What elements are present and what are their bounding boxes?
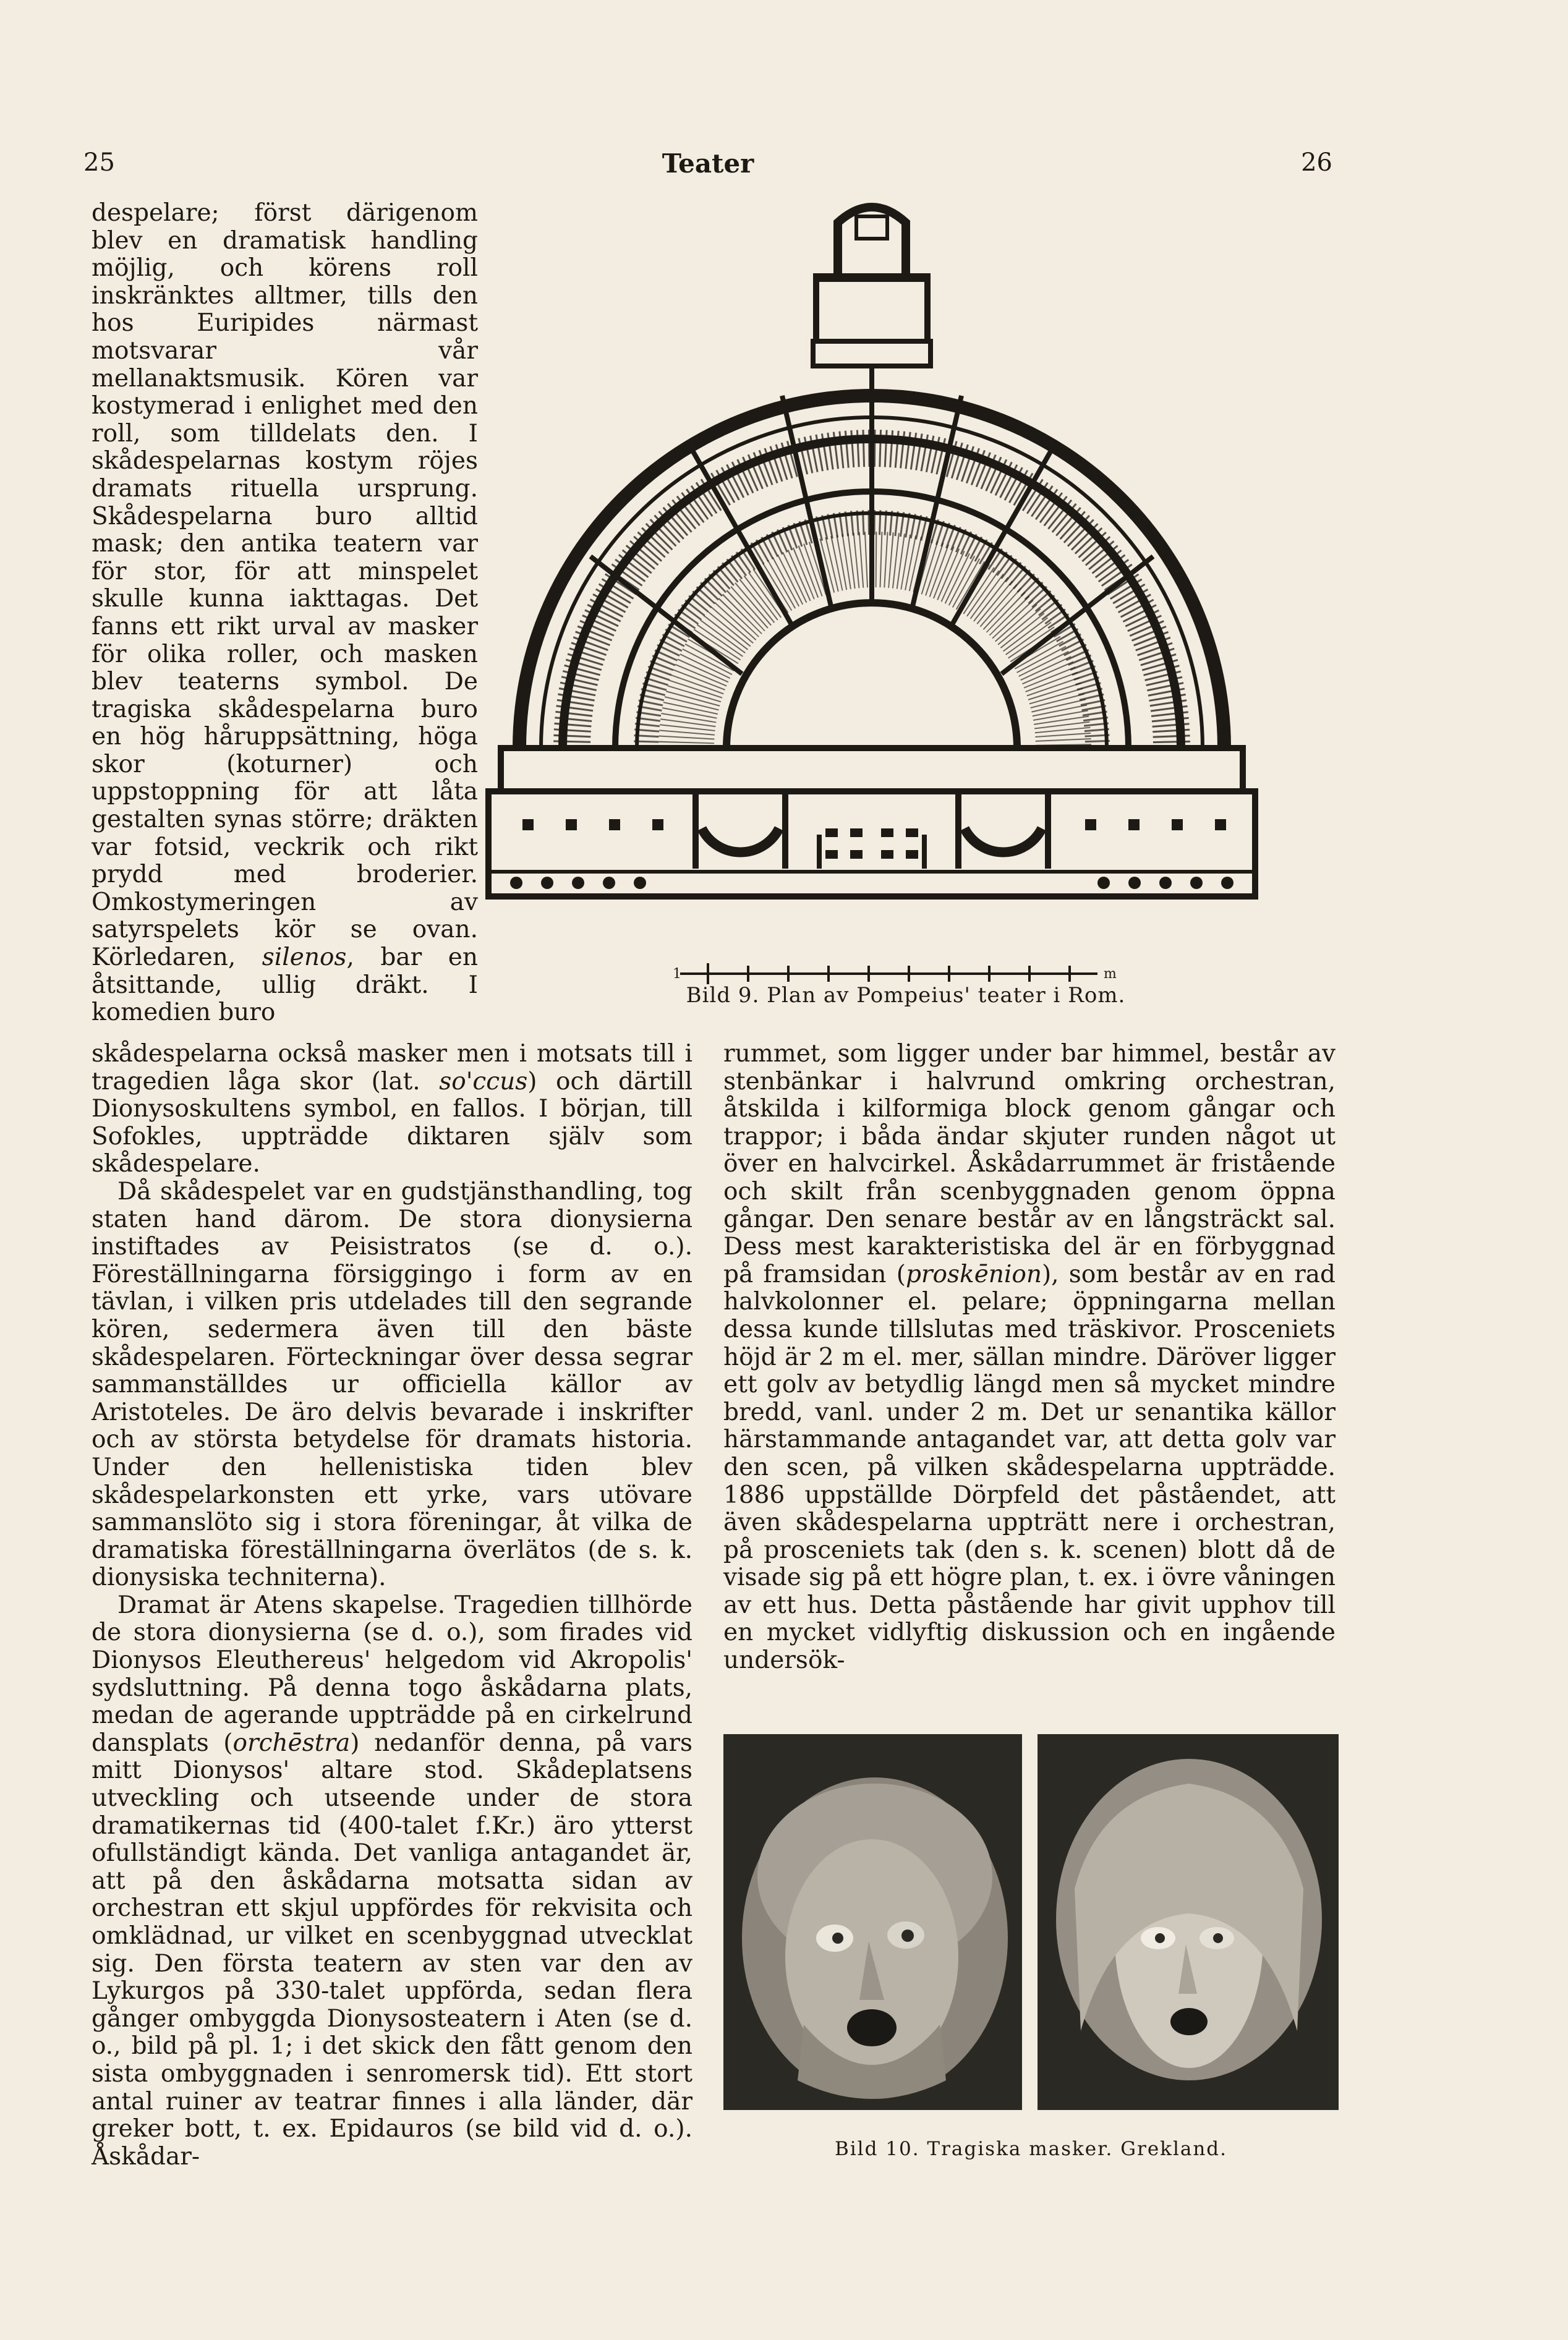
text-run: skådespelarna också masker men i motsats till i tragedien låga skor (lat. <box>92 1040 692 1096</box>
mask-photo-left <box>723 1734 1022 2110</box>
page-number-right: 26 <box>1301 148 1332 177</box>
text-run: , bar en åtsittande, ullig dräkt. I komedien buro <box>92 943 478 1027</box>
column-right <box>723 1040 1336 1675</box>
figure-10-caption: Bild 10. Tragiska masker. Grekland. <box>834 2138 1228 2160</box>
paragraph <box>92 200 478 1027</box>
tragic-mask-bearded-image <box>723 1734 1022 2110</box>
scale-end-label: 1 <box>673 966 681 982</box>
column-left-narrow <box>92 200 478 1027</box>
running-title: Teater <box>662 148 754 179</box>
italic-term: so'ccus <box>439 1067 528 1096</box>
paragraph <box>92 1592 692 2171</box>
scale-unit-label: m <box>1104 966 1117 982</box>
text-run: rummet, som ligger under bar himmel, består av stenbänkar i halvrund omkring orchestran, åtskilda i kilformiga block genom gångar och trappor; i båda ändar skjuter runden något ut över en halvcirkel. Åskådarrummet är fristående och skilt från scenbyggnaden genom öppna gångar. Den senare består av en långsträckt sal. Dess mest karakteristiska del är en förbyggnad på framsidan ( <box>723 1040 1336 1288</box>
tragic-mask-curly-hair-image <box>1038 1734 1339 2110</box>
page-number-left: 25 <box>83 148 115 177</box>
column-left-wide <box>92 1040 692 2171</box>
mask-photo-right <box>1038 1734 1339 2110</box>
text-run: ), som består av en rad halvkolonner el. pelare; öppningarna mellan dessa kunde tillslutas med träskivor. Prosceniets höjd är 2 m el. mer, sällan mindre. Däröver ligger ett golv av betydlig längd men så mycket mindre bredd, vanl. under 2 m. Det ur senantika källor härstammande antagandet var, att detta golv var den scen, på vilken skådespelarna uppträdde. 1886 uppställde Dörpfeld det påståendet, att även skådespelarna uppträtt nere i orchestran, på prosceniets tak (den s. k. scenen) blott då de visade sig på ett högre plan, t. ex. i övre våningen av ett hus. Detta påstående har givit upphov till en mycket vidlyftig diskussion och en ingående undersök- <box>723 1260 1336 1675</box>
italic-term: silenos <box>262 943 347 972</box>
text-run: ) nedanför denna, på vars mitt Dionysos' altare stod. Skådeplatsens utveckling och utseende under de stora dramatikernas tid (400-talet f.Kr.) äro ytterst ofullständigt kända. Det vanliga antagandet är, att på den åskådarna motsatta sidan av orchestran ett skjul uppfördes för rekvisita och omklädnad, ur vilket en scenbyggnad utvecklat sig. Den första teatern av sten var den av Lykurgos på 330-talet uppförda, sedan flera gånger ombyggda Dionysosteatern i Aten (se d. o., bild på pl. 1; i det skick den fått genom den sista ombyggnaden i senromersk tid). Ett stort antal ruiner av teatrar finnes i alla länder, där greker bott, t. ex. Epidauros (se bild vid d. o.). Åskådar- <box>92 1729 692 2171</box>
theater-plan-figure <box>467 198 1345 982</box>
paragraph: Då skådespelet var en gudstjänsthandling, tog staten hand därom. De stora dionysierna instiftades av Peisistratos (se d. o.). Föreställningarna försiggingo i form av en tävlan, i vilken pris utdelades till den segrande kören, sedermera även till den bäste skådespelaren. Förteckningar över dessa segrar sammanställdes ur officiella källor av Aristoteles. De äro delvis bevarade i inskrifter och av största betydelse för dramats historia. Under den hellenistiska tiden blev skådespelarkonsten ett yrke, vars utövare sammanslöto sig i stora föreningar, åt vilka de dramatiska föreställningarna överlätos (de s. k. dionysiska techniterna). <box>92 1177 692 1592</box>
text-run: Dramat är Atens skapelse. Tragedien tillhörde de stora dionysierna (se d. o.), som firades vid Dionysos Eleuthereus' helgedom vid Akropolis' sydsluttning. På denna togo åskådarna plats, medan de agerande uppträdde på en cirkelrund dansplats ( <box>92 1591 692 1757</box>
theater-plan-drawing <box>467 198 1345 982</box>
paragraph <box>92 1040 692 1178</box>
text-run: ) och därtill Dionysoskultens symbol, en fallos. I början, till Sofokles, uppträdde diktaren själv som skådespelare. <box>92 1067 692 1178</box>
text-run: despelare; först därigenom blev en dramatisk handling möjlig, och körens roll inskränktes alltmer, tills den hos Euripides närmast motsvarar vår mellanaktsmusik. Kören var kostymerad i enlighet med den roll, som tilldelats den. I skådespelarnas kostym röjes dramats rituella ursprung. Skådespelarna buro alltid mask; den antika teatern var för stor, för att minspelet skulle kunna iakttagas. Det fanns ett rikt urval av masker för olika roller, och masken blev teaterns symbol. De tragiska skådespelarna buro en hög håruppsättning, höga skor (koturner) och uppstoppning för att låta gestalten synas större; dräkten var fotsid, veckrik och rikt prydd med broderier. Omkostymeringen av satyrspelets kör se ovan. Körledaren, <box>92 199 478 972</box>
italic-term: orchēstra <box>232 1729 351 1757</box>
paragraph <box>723 1040 1336 1675</box>
page-header <box>83 148 1332 192</box>
figure-9-caption: Bild 9. Plan av Pompeius' teater i Rom. <box>686 983 1126 1008</box>
italic-term: proskēnion <box>905 1260 1042 1288</box>
